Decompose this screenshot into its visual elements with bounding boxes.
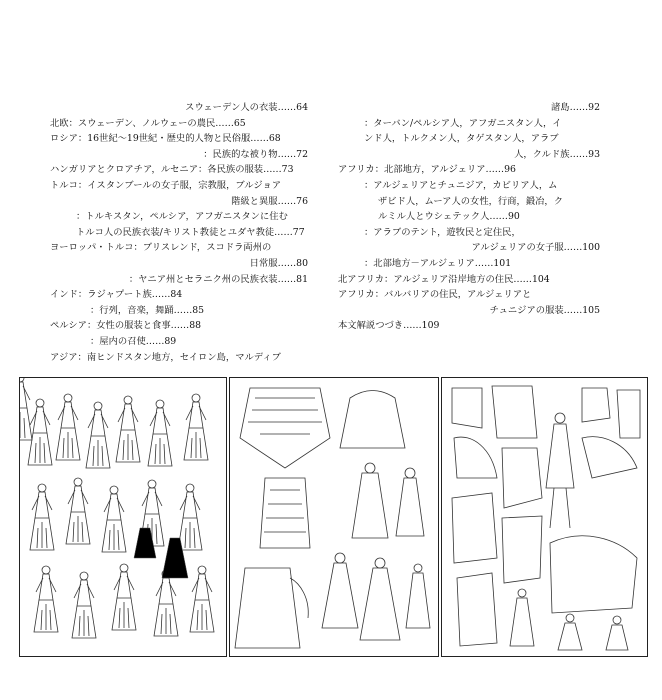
toc-entry: ：ターバン/ペルシア人，アフガニスタン人，イ	[364, 117, 562, 129]
toc-left-column	[50, 100, 308, 365]
toc-entry: ：屋内の召使……89	[90, 335, 177, 347]
toc-entry: アジア：南ヒンドスタン地方，セイロン島，マルディブ	[50, 351, 281, 363]
toc-entry: ：行列，音楽，舞踊……85	[90, 304, 205, 316]
toc-right-column	[338, 100, 600, 334]
toc-entry: ンド人，トルクメン人，タゲスタン人，アラブ	[364, 133, 559, 145]
toc-entry: ハンガリアとクロアチア，ルセニア：各民族の服装……73	[50, 164, 294, 176]
illustration-strip	[19, 377, 648, 655]
toc-entry: ロシア：16世紀～19世紀・歴史的人物と民俗服……68	[50, 133, 281, 145]
toc-entry: インド：ラジャプート族……84	[50, 289, 183, 301]
toc-entry: ：アラブのテント，遊牧民と定住民，	[364, 226, 521, 238]
toc-entry: 日常服……80	[249, 257, 308, 269]
sewing-patterns-plate	[441, 377, 648, 657]
toc-entry: ：トルキスタン，ペルシア，アフガニスタンに住む	[76, 211, 288, 223]
toc-entry: 階級と異服……76	[231, 195, 308, 207]
costume-sketches-icon	[20, 378, 226, 656]
toc-entry: トルコ：イスタンブールの女子服，宗教服，ブルジョア	[50, 179, 282, 191]
toc-entry: 人，クルド族……93	[514, 148, 600, 160]
toc-entry: ペルシア：女性の服装と食事……88	[50, 320, 202, 332]
toc-entry: ヨーロッパ・トルコ：ブリスレンド，スコドラ両州の	[50, 242, 272, 254]
toc-entry: チュニジアの服装……105	[489, 304, 600, 316]
armor-and-garments-plate	[229, 377, 439, 657]
toc-entry: 北アフリカ：アルジェリア沿岸地方の住民……104	[338, 273, 550, 285]
toc-entry: ：北部地方－アルジェリア……101	[364, 257, 512, 269]
costume-figures-plate	[19, 377, 227, 657]
toc-entry: トルコ人の民族衣装/キリスト教徒とユダヤ教徒……77	[76, 226, 305, 238]
toc-entry: ザビド人，ムーア人の女性，行商，鍛冶，ク	[378, 195, 564, 207]
toc-entry: アフリカ：バルバリアの住民，アルジェリアと	[338, 289, 532, 301]
toc-entry: ルミル人とウシェテック人……90	[378, 211, 520, 223]
toc-entry: ：アルジェリアとチュニジア，カビリア人，ム	[364, 179, 558, 191]
toc-entry: ：ヤニア州とセラニク州の民族衣装……81	[128, 273, 308, 285]
toc-entry: ：民族的な被り物……72	[203, 148, 308, 160]
toc-entry: アルジェリアの女子服……100	[471, 242, 600, 254]
armor-sketches-icon	[230, 378, 438, 656]
toc-entry: アフリカ：北部地方，アルジェリア……96	[338, 164, 516, 176]
toc-entry: 北欧：スウェーデン、ノルウェーの農民……65	[50, 117, 246, 129]
toc-entry: 本文解説つづき……109	[338, 320, 440, 332]
toc-entry: 諸島……92	[550, 102, 600, 113]
pattern-pieces-icon	[442, 378, 647, 656]
toc-entry: スウェーデン人の衣装……64	[185, 102, 308, 113]
